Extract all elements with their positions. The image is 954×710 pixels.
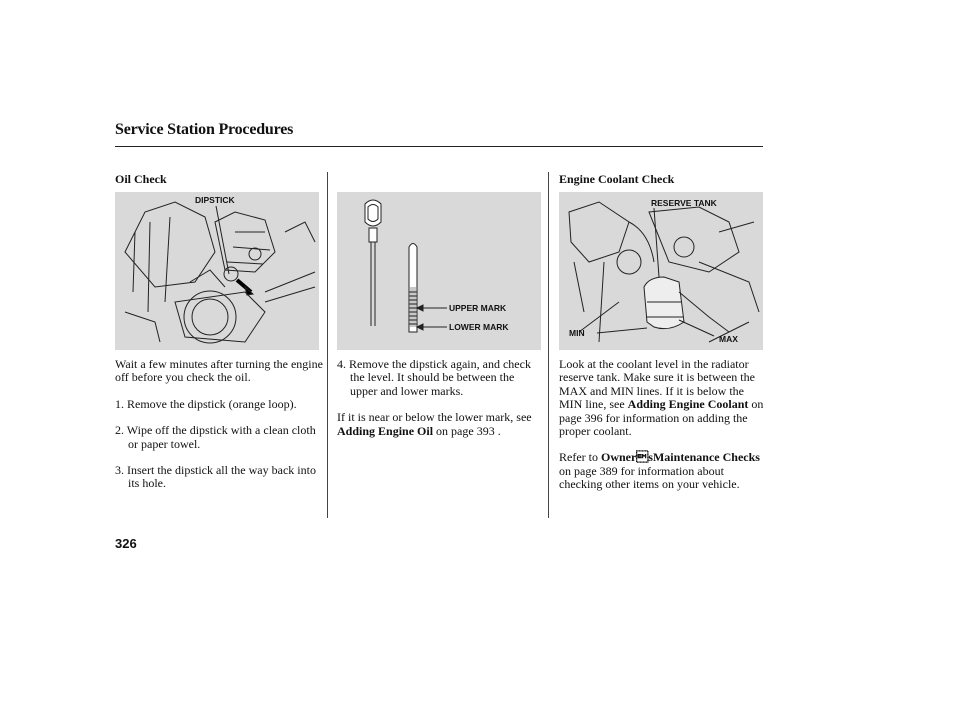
oil-check-intro: Wait a few minutes after turning the engine off before you check the oil.	[115, 357, 323, 385]
dipstick-marks-illustration	[337, 192, 541, 350]
coolant-paragraph-2-suffix: on page 389 for information about checking other items on your vehicle.	[559, 463, 740, 492]
page-title: Service Station Procedures	[115, 121, 294, 138]
oil-check-text	[115, 358, 325, 504]
oil-step-1: 1. Remove the dipstick (orange loop).	[115, 396, 297, 411]
adding-engine-oil-link[interactable]: Adding Engine Oil	[337, 423, 434, 438]
coolant-reserve-tank-illustration	[559, 192, 763, 350]
dipstick-callout: DIPSTICK	[195, 195, 235, 205]
owners-maintenance-checks-link[interactable]: OwnersMaintenance Checks	[600, 450, 760, 465]
coolant-check-heading: Engine Coolant Check	[559, 172, 675, 186]
coolant-paragraph-1-text: Look at the coolant level in the radiator reserve tank. Make sure it is between the MAX and MIN lines. If it is below the MIN line, see	[559, 357, 755, 412]
column-divider-left	[327, 172, 328, 518]
low-oil-note-prefix: If it is near or below the lower mark, see	[337, 410, 532, 425]
low-oil-note	[337, 411, 543, 438]
max-callout: MAX	[719, 334, 738, 344]
dipstick-text	[337, 358, 543, 451]
coolant-paragraph-1-suffix: on page 396 for information on adding the proper coolant.	[559, 397, 764, 439]
oil-check-heading: Oil Check	[115, 172, 167, 186]
low-oil-note-suffix: on page 393 .	[433, 423, 501, 438]
page-number: 326	[115, 536, 137, 551]
coolant-paragraph-1	[559, 358, 765, 438]
title-divider	[115, 146, 763, 147]
coolant-paragraph-2	[559, 451, 765, 491]
oil-step-2: 2. Wipe off the dipstick with a clean cloth or paper towel.	[115, 423, 316, 451]
column-divider-right	[548, 172, 549, 518]
upper-mark-callout: UPPER MARK	[449, 303, 507, 313]
coolant-check-text	[559, 358, 765, 505]
coolant-paragraph-2-prefix: Refer to	[559, 450, 601, 465]
adding-engine-coolant-link[interactable]: Adding Engine Coolant	[627, 397, 749, 412]
reserve-tank-callout: RESERVE TANK	[651, 198, 717, 208]
oil-step-3: 3. Insert the dipstick all the way back into its hole.	[115, 463, 316, 491]
min-callout: MIN	[569, 328, 585, 338]
oil-step-4: 4. Remove the dipstick again, and check the level. It should be between the upper and lower marks.	[337, 357, 531, 398]
oil-dipstick-engine-illustration	[115, 192, 319, 350]
lower-mark-callout: LOWER MARK	[449, 322, 509, 332]
